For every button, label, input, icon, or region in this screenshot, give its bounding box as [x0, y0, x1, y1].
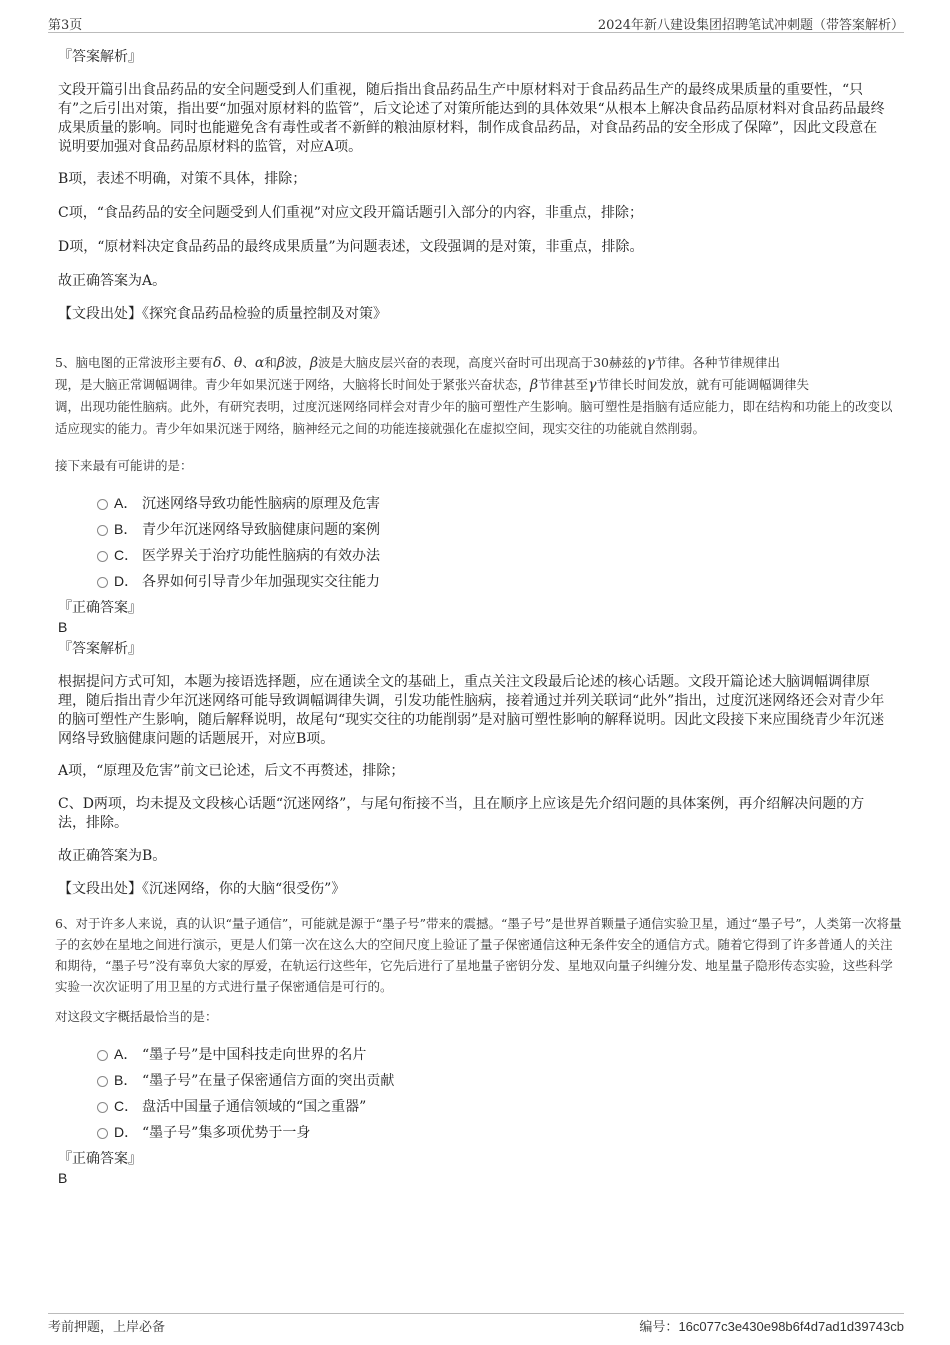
s1-analysis-title: 『答案解析』: [58, 49, 142, 65]
radio-icon[interactable]: [97, 499, 108, 510]
doc-title: 2024年新八建设集团招聘笔试冲刺题（带答案解析）: [597, 18, 904, 33]
q6-stem: 6、对于许多人来说，真的认识“量子通信”，可能就是源于“墨子号”带来的震撼。“墨子号”是世界首颗量子通信实验卫星，通过“墨子号”，人类第一次将量子的玄妙在星地之间进行演示，更是人们第一次在这么大的空间尺度上验证了量子保密通信这种无条件安全的通信方式。随着它得到了许多普通人的关注和期待，“墨子号”没有辜负大家的厚爱，在轨运行这些年，它先后进行了星地量子密钥分发、星地双向量子纠缠分发、地星量子隐形传态实验，这些科学实验一次次证明了用卫星的方式进行量子保密通信是可行的。: [55, 916, 902, 994]
beta-symbol: β: [276, 355, 285, 371]
delta-symbol: δ: [212, 355, 222, 371]
q5-option-a-analysis: A项，“原理及危害”前文已论述，后文不再赘述，排除；: [58, 763, 405, 779]
q5-answer-title: 『正确答案』: [58, 600, 142, 616]
q5-para1: 根据提问方式可知，本题为接语选择题，应在通读全文的基础上，重点关注文段最后论述的核心话题。文段开篇论述大脑调幅调律原理，随后指出青少年沉迷网络可能导致调幅调律失调，引发功能性脑病，接着通过并列关联词“此外”指出，过度沉迷网络还会对青少年的脑可塑性产生影响，随后解释说明，故尾句“现实交往的功能削弱”是对脑可塑性影响的解释说明。因此文段接下来应围绕青少年沉迷网络导致脑健康问题的话题展开，对应B项。: [58, 674, 885, 747]
q5-source: 【文段出处】《沉迷网络，你的大脑“很受伤”》: [58, 881, 346, 897]
radio-icon[interactable]: [97, 1102, 108, 1113]
footer-slogan: 考前押题，上岸必备: [48, 1320, 166, 1335]
s1-option-d: D项，“原材料决定食品药品的最终成果质量”为问题表述，文段强调的是对策，非重点，排除。: [58, 239, 644, 255]
radio-icon[interactable]: [97, 577, 108, 588]
s1-conclusion: 故正确答案为A。: [58, 273, 167, 289]
q5-option-d[interactable]: D． 各界如何引导青少年加强现实交往能力: [97, 571, 380, 591]
q5-option-b[interactable]: B． 青少年沉迷网络导致脑健康问题的案例: [97, 519, 380, 539]
s1-para1: 文段开篇引出食品药品的安全问题受到人们重视，随后指出食品药品生产中原材料对于食品药品生产的最终成果质量的重要性，“只有”之后引出对策，指出要“加强对原材料的监管”，后文论述了对策所能达到的具体效果“从根本上解决食品药品原材料对食品药品最终成果质量的影响。同时也能避免含有毒性或者不新鲜的粮油原材料，制作成食品药品，对食品药品的安全形成了保障”，因此文段意在说明要加强对食品药品原材料的监管，对应A项。: [58, 82, 885, 155]
s1-source: 【文段出处】《探究食品药品检验的质量控制及对策》: [58, 306, 387, 322]
q6-answer: B: [58, 1170, 68, 1186]
beta-symbol: β: [530, 377, 539, 393]
page-footer: [48, 1313, 904, 1335]
q6-ask: 对这段文字概括最恰当的是：: [55, 1009, 218, 1024]
q6-option-c[interactable]: C． 盘活中国量子通信领域的“国之重器”: [97, 1096, 366, 1116]
page-number: 第3页: [48, 18, 83, 33]
q5-answer: B: [58, 619, 68, 635]
q6-option-d[interactable]: D． “墨子号”集多项优势于一身: [97, 1122, 310, 1142]
s1-option-c: C项，“食品药品的安全问题受到人们重视”对应文段开篇话题引入部分的内容，非重点，排除；: [58, 205, 644, 221]
radio-icon[interactable]: [97, 1050, 108, 1061]
q5-stem: 5、脑电图的正常波形主要有δ、θ、α和β波，β波是大脑皮层兴奋的表现，高度兴奋时可出现高于30赫兹的γ节律。各种节律规律出 现，是大脑正常调幅调律。青少年如果沉迷于网络，大脑将长时间处于紧张兴奋状态，β节律甚至γ节律长时间发放，就有可能调幅调律失 调，出现功能性脑病。此外，有研究表明，过度沉迷网络同样会对青少年的脑可塑性产生影响。脑可塑性是指脑有适应能力，即在结构和功能上的改变以适应现实的能力。青少年如果沉迷于网络，脑神经元之间的功能连接就强化在虚拟空间，现实交往的功能就自然削弱。: [55, 355, 893, 436]
radio-icon[interactable]: [97, 1128, 108, 1139]
q6-option-b[interactable]: B． “墨子号”在量子保密通信方面的突出贡献: [97, 1070, 394, 1090]
theta-symbol: θ: [233, 355, 243, 371]
q5-ask: 接下来最有可能讲的是：: [55, 458, 193, 473]
page-header: [48, 12, 904, 33]
footer-code: 编号：16c077c3e430e98b6f4d7ad1d39743cb: [639, 1319, 904, 1334]
q5-conclusion: 故正确答案为B。: [58, 848, 167, 864]
radio-icon[interactable]: [97, 1076, 108, 1087]
q5-analysis-title: 『答案解析』: [58, 641, 142, 657]
s1-option-b: B项，表述不明确，对策不具体，排除；: [58, 171, 307, 187]
q5-option-c[interactable]: C． 医学界关于治疗功能性脑病的有效办法: [97, 545, 380, 565]
q5-option-a[interactable]: A． 沉迷网络导致功能性脑病的原理及危害: [97, 493, 380, 513]
beta-symbol: β: [309, 355, 319, 371]
q6-option-a[interactable]: A． “墨子号”是中国科技走向世界的名片: [97, 1044, 366, 1064]
gamma-symbol: γ: [588, 377, 597, 393]
gamma-symbol: γ: [646, 355, 655, 371]
alpha-symbol: α: [254, 355, 265, 371]
radio-icon[interactable]: [97, 525, 108, 536]
radio-icon[interactable]: [97, 551, 108, 562]
q6-answer-title: 『正确答案』: [58, 1151, 142, 1167]
q5-option-cd-analysis: C、D两项，均未提及文段核心话题“沉迷网络”，与尾句衔接不当，且在顺序上应该是先介绍问题的具体案例，再介绍解决问题的方法，排除。: [58, 796, 865, 831]
